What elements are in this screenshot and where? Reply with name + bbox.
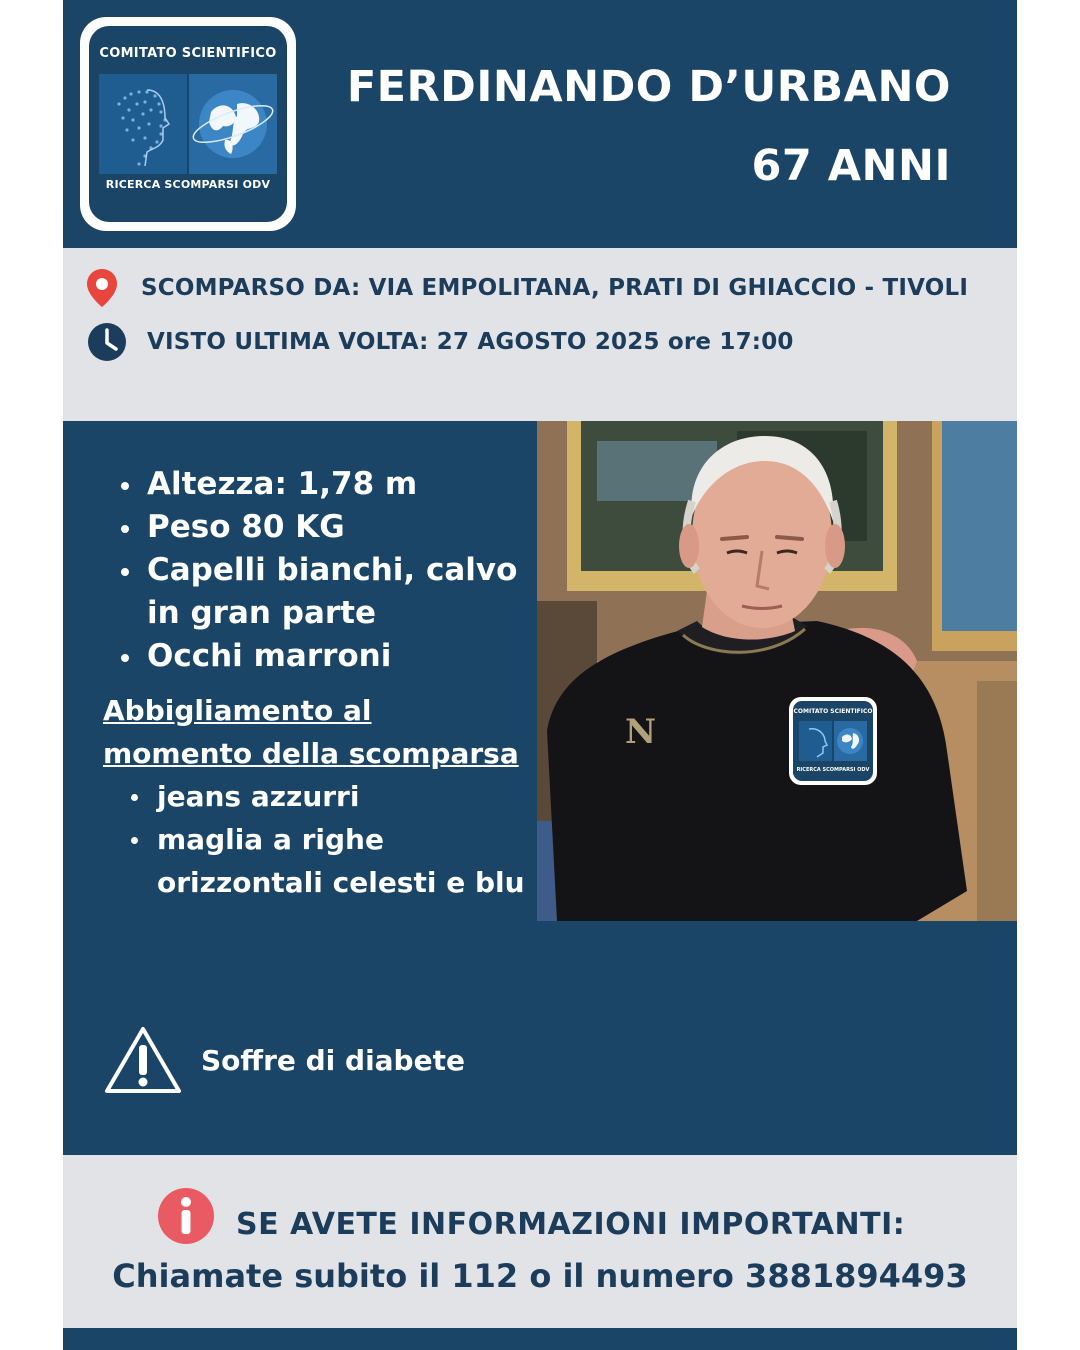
- health-note: [103, 1025, 465, 1095]
- logo-bottom-text: RICERCA SCOMPARSI ODV: [105, 178, 271, 191]
- watermark-top-text: COMITATO SCIENTIFICO: [793, 708, 873, 715]
- health-note-text: Soffre di diabete: [201, 1043, 465, 1077]
- details-section: [63, 421, 1017, 1155]
- person-name: FERDINANDO D’URBANO: [346, 62, 951, 112]
- info-icon: [157, 1187, 215, 1245]
- last-seen-text: VISTO ULTIMA VOLTA: 27 AGOSTO 2025 ore 17:00: [147, 329, 794, 355]
- last-seen-row: [87, 322, 794, 362]
- person-portrait-image: [537, 421, 1017, 921]
- shirt-letter: N: [625, 712, 657, 752]
- photo-watermark-logo: [789, 697, 877, 785]
- clothing-list: [131, 775, 537, 904]
- logo-top-text: COMITATO SCIENTIFICO: [99, 46, 277, 61]
- logo-inner: [89, 26, 287, 222]
- location-section: [63, 248, 1017, 421]
- organization-logo: [80, 17, 296, 231]
- clock-icon: [87, 322, 127, 362]
- person-age: 67 ANNI: [751, 141, 951, 191]
- attribute-weight: Peso 80 KG: [121, 506, 547, 549]
- poster-header: [63, 0, 1017, 248]
- physical-attributes-list: [121, 463, 547, 678]
- attribute-eyes: Occhi marroni: [121, 635, 547, 678]
- contact-section: [63, 1155, 1017, 1328]
- watermark-bottom-text: RICERCA SCOMPARSI ODV: [796, 767, 870, 773]
- attribute-height: Altezza: 1,78 m: [121, 463, 547, 506]
- contact-title: SE AVETE INFORMAZIONI IMPORTANTI:: [236, 1207, 906, 1242]
- contact-phone-text: Chiamate subito il 112 o il numero 3881894493: [112, 1257, 968, 1295]
- missing-person-poster: [63, 0, 1017, 1350]
- warning-icon: [103, 1025, 183, 1095]
- watermark-globe-icon: [799, 721, 867, 761]
- clothing-title: Abbigliamento al momento della scomparsa: [103, 694, 519, 770]
- location-pin-icon: [85, 268, 119, 308]
- bottom-strip: [63, 1328, 1017, 1350]
- missing-from-text: SCOMPARSO DA: VIA EMPOLITANA, PRATI DI GHIACCIO - TIVOLI: [141, 275, 969, 301]
- logo-head-globe-icon: [99, 74, 277, 174]
- missing-from-row: [85, 268, 968, 308]
- clothing-item-shirt: maglia a righe orizzontali celesti e blu: [131, 818, 537, 904]
- clothing-item-jeans: jeans azzurri: [131, 775, 537, 818]
- person-photo: [537, 421, 1017, 921]
- attribute-hair: Capelli bianchi, calvo in gran parte: [121, 549, 547, 635]
